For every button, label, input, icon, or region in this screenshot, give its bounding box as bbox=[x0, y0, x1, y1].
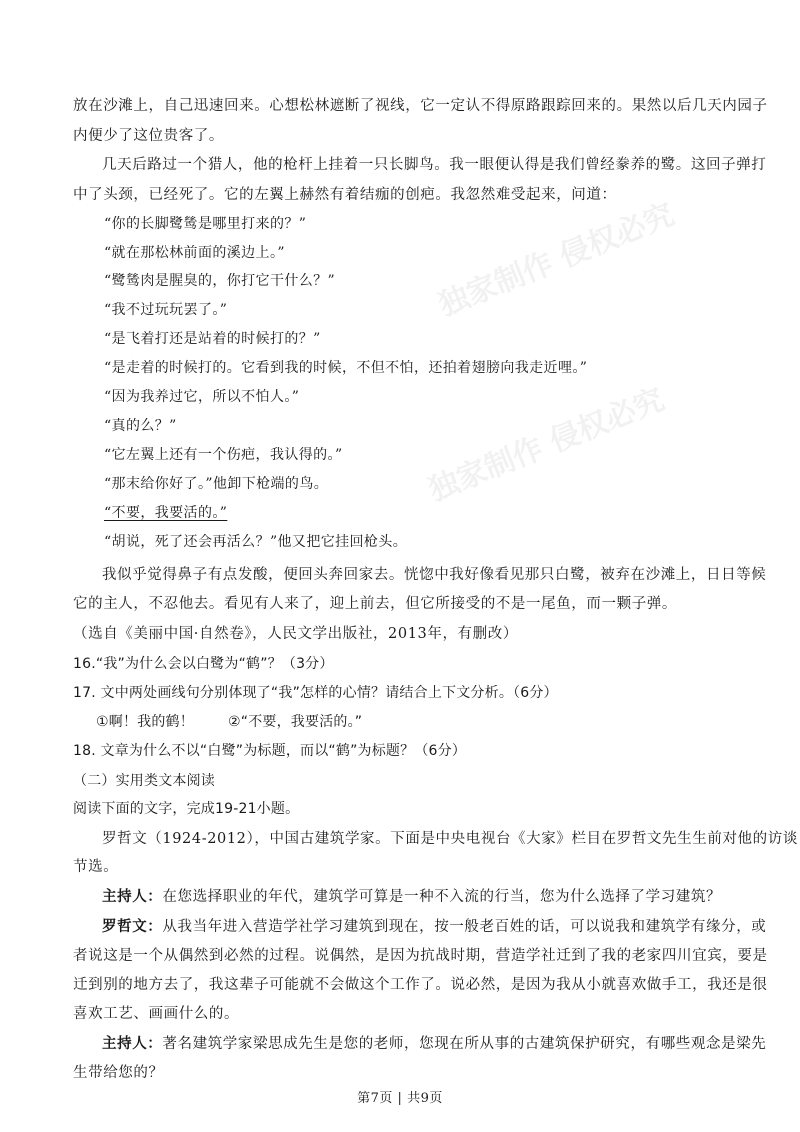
dialogue-line: “是走着的时候打的。它看到我的时候，不但不怕，还拍着翅膀向我走近哩。” bbox=[104, 360, 588, 376]
interview-line: 喜欢工艺、画画什么的。 bbox=[73, 1006, 240, 1022]
interview-line: 迁到别的地方去了，我这辈子可能就不会做这个工作了。说必然，是因为我从小就喜欢做手工，我还是很 bbox=[73, 977, 768, 993]
speaker-label-host: 主持人： bbox=[102, 888, 163, 905]
watermark: 独家制作 侵权必究 bbox=[433, 197, 680, 324]
dialogue-line: “那末给你好了。”他卸下枪端的鸟。 bbox=[104, 476, 329, 492]
watermark: 独家制作 侵权必究 bbox=[423, 382, 670, 509]
dialogue-line: “因为我养过它，所以不怕人。” bbox=[104, 389, 300, 405]
luo-answer: 从我当年进入营造学社学习建筑到现在，按一般老百姓的话，可以说我和建筑学有缘分，或 bbox=[162, 919, 767, 935]
dialogue-line: “胡说，死了还会再活么？”他又把它挂回枪头。 bbox=[104, 534, 408, 550]
host-question: 著名建筑学家梁思成先生是您的老师，您现在所从事的古建筑保护研究，有哪些观念是梁先 bbox=[162, 1036, 767, 1052]
interview-line bbox=[102, 1034, 766, 1054]
question-18: 18. 文章为什么不以“白鹭”为标题，而以“鹤”为标题？（6分） bbox=[73, 743, 467, 759]
dialogue-line: “真的么？” bbox=[104, 418, 177, 434]
dialogue-line: “就在那松林前面的溪边上。” bbox=[104, 245, 285, 261]
speaker-label-luo: 罗哲文： bbox=[102, 918, 163, 935]
interview-line bbox=[102, 917, 766, 937]
question-16: 16.“我”为什么会以白鹭为“鹤”？（3分） bbox=[73, 656, 334, 672]
interview-line: 生带给您的？ bbox=[73, 1065, 164, 1081]
speaker-label-host: 主持人： bbox=[102, 1035, 163, 1052]
interview-line: 者说这是一个从偶然到必然的过程。说偶然，是因为抗战时期，营造学社迁到了我的老家四川宜宾，要是 bbox=[73, 948, 768, 964]
section-instruction: 阅读下面的文字，完成19-21小题。 bbox=[73, 801, 300, 817]
question-17-option-2: ②“不要，我要活的。” bbox=[228, 714, 363, 730]
dialogue-line: “是飞着打还是站着的时候打的？” bbox=[104, 331, 321, 347]
question-17-option-1: ①啊！我的鹤！ bbox=[96, 714, 194, 730]
interview-line bbox=[102, 887, 721, 907]
passage-line: 中了头颈，已经死了。它的左翼上赫然有着结痂的创疤。我忽然难受起来，问道： bbox=[73, 187, 617, 203]
passage-line: 放在沙滩上，自己迅速回来。心想松林遮断了视线，它一定认不得原路跟踪回来的。果然以后几天内园子 bbox=[73, 98, 768, 114]
dialogue-line: “你的长脚鹭鸶是哪里打来的？” bbox=[104, 216, 307, 232]
dialogue-line: “它左翼上还有一个伤疤，我认得的。” bbox=[104, 447, 343, 463]
page-footer: 第7页 | 共9页 bbox=[357, 1091, 443, 1106]
passage-line: 内便少了这位贵客了。 bbox=[73, 128, 224, 144]
intro-line: 节选。 bbox=[73, 859, 119, 875]
passage-line: 我似乎觉得鼻子有点发酸，便回头奔回家去。恍惚中我好像看见那只白鹭，被弃在沙滩上，日日等候 bbox=[102, 567, 767, 583]
section-heading: （二）实用类文本阅读 bbox=[73, 773, 215, 789]
host-question: 在您选择职业的年代，建筑学可算是一种不入流的行当，您为什么选择了学习建筑？ bbox=[162, 889, 722, 905]
underlined-dialogue-line: “不要，我要活的。” bbox=[104, 505, 228, 521]
intro-line: 罗哲文（1924-2012），中国古建筑学家。下面是中央电视台《大家》栏目在罗哲文先生生前对他的访谈 bbox=[102, 831, 798, 847]
passage-line: 它的主人，不忍他去。看见有人来了，迎上前去，但它所接受的不是一尾鱼，而一颗子弹。 bbox=[73, 596, 677, 612]
passage-source: （选自《美丽中国·自然卷》，人民文学出版社，2013年，有删改） bbox=[73, 626, 518, 642]
dialogue-line: “我不过玩玩罢了。” bbox=[104, 302, 228, 318]
passage-line: 几天后路过一个猎人，他的枪杆上挂着一只长脚鸟。我一眼便认得是我们曾经豢养的鹭。这回子弹打 bbox=[102, 157, 767, 173]
dialogue-line: “鹭鸶肉是腥臭的，你打它干什么？” bbox=[104, 273, 336, 289]
question-17: 17. 文中两处画线句分别体现了“我”怎样的心情？请结合上下文分析。（6分） bbox=[73, 685, 558, 701]
